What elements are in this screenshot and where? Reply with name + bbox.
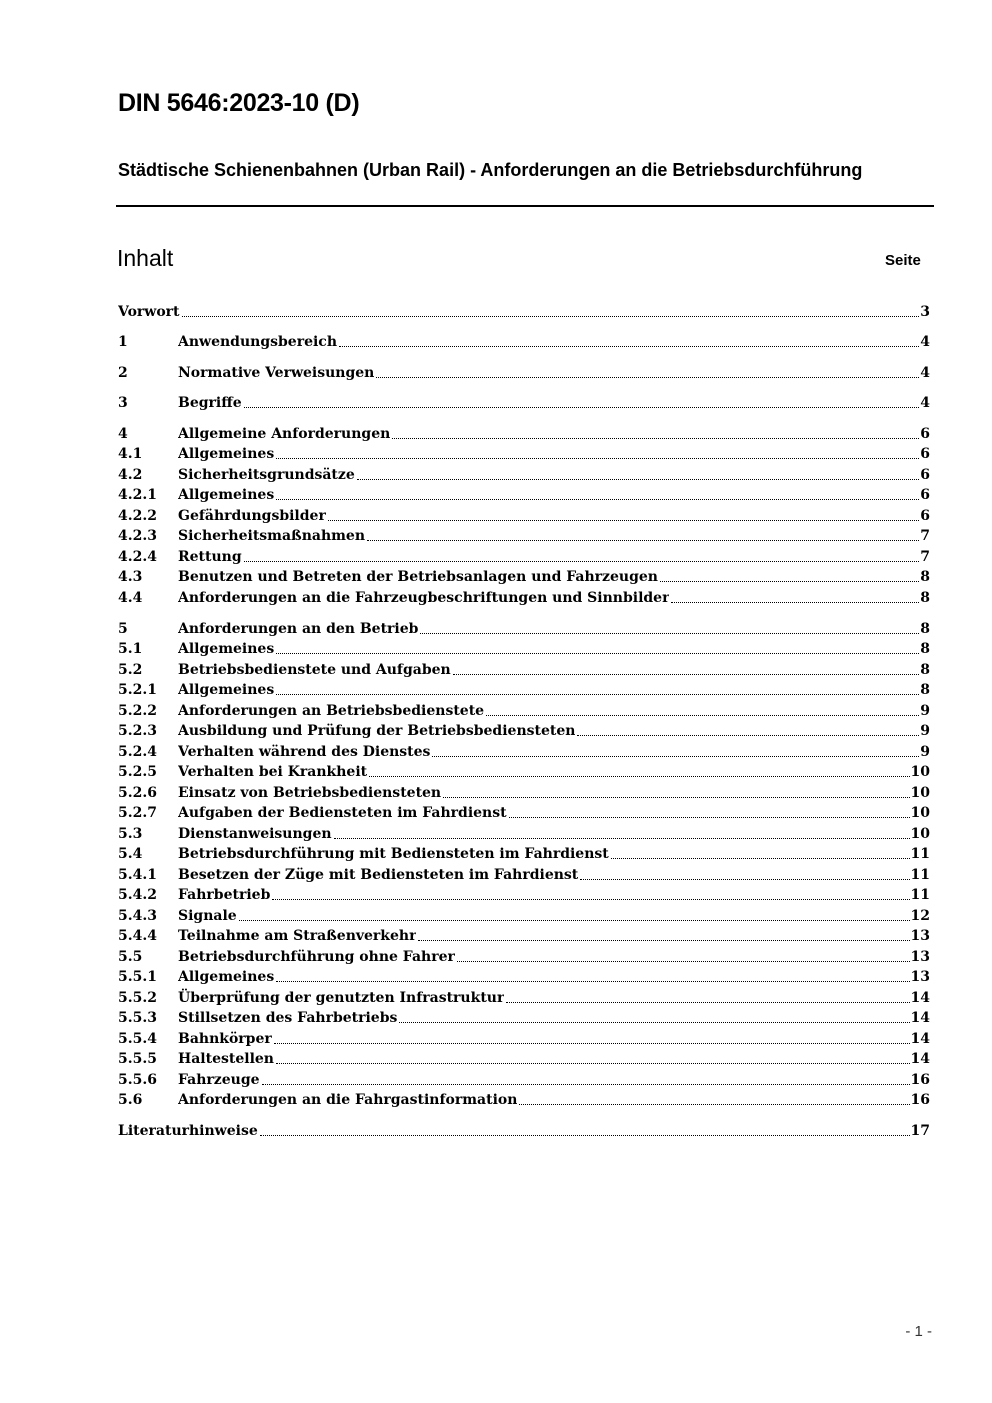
toc-entry-title: Signale [178, 908, 237, 924]
toc-dot-leader [432, 756, 919, 757]
toc-entry-page: 10 [910, 826, 930, 842]
toc-entry-page: 4 [920, 395, 930, 411]
toc-dot-leader [276, 694, 919, 695]
toc-entry-page: 6 [920, 508, 930, 524]
toc-entry[interactable] [118, 742, 930, 762]
toc-entry-number: 4 [118, 426, 128, 442]
toc-entry-number: 5.2.1 [118, 682, 157, 698]
toc-entry-title: Allgemeines [178, 446, 275, 462]
toc-dot-leader [367, 540, 919, 541]
toc-entry[interactable] [118, 619, 930, 639]
toc-dot-leader [334, 838, 910, 839]
toc-dot-leader [399, 1022, 909, 1023]
toc-dot-leader [486, 715, 919, 716]
toc-entry-title: Bahnkörper [178, 1031, 272, 1047]
toc-dot-leader [260, 1135, 910, 1136]
toc-dot-leader [328, 520, 919, 521]
toc-entry[interactable] [118, 1008, 930, 1028]
toc-dot-leader [420, 633, 919, 634]
toc-entry[interactable] [118, 906, 930, 926]
toc-entry-number: 5.2.7 [118, 805, 157, 821]
toc-entry-number: 5.5 [118, 949, 143, 965]
toc-entry-title: Allgemeines [178, 969, 275, 985]
toc-dot-leader [509, 817, 910, 818]
toc-entry-title: Benutzen und Betreten der Betriebsanlagen und Fahrzeugen [178, 569, 658, 585]
toc-entry-page: 8 [920, 641, 930, 657]
toc-entry[interactable] [118, 393, 930, 413]
toc-entry-title: Teilnahme am Straßenverkehr [178, 928, 417, 944]
toc-entry-page: 10 [910, 764, 930, 780]
toc-entry-title: Besetzen der Züge mit Bediensteten im Fahrdienst [178, 867, 579, 883]
toc-entry[interactable] [118, 947, 930, 967]
toc-entry-page: 8 [920, 621, 930, 637]
toc-entry-number: 5.4.3 [118, 908, 157, 924]
toc-entry[interactable] [118, 485, 930, 505]
toc-entry-number: 5.2.6 [118, 785, 157, 801]
toc-entry-number: 2 [118, 365, 128, 381]
toc-entry-title: Vorwort [118, 304, 180, 320]
toc-entry[interactable] [118, 332, 930, 352]
toc-dot-leader [506, 1002, 909, 1003]
toc-dot-leader [182, 316, 920, 317]
toc-entry-page: 13 [910, 949, 930, 965]
toc-dot-leader [276, 499, 919, 500]
toc-entry[interactable] [118, 567, 930, 587]
toc-entry-title: Allgemeines [178, 641, 275, 657]
toc-entry-number: 5.5.2 [118, 990, 157, 1006]
toc-entry-title: Sicherheitsmaßnahmen [178, 528, 366, 544]
toc-entry[interactable] [118, 506, 930, 526]
toc-entry-page: 11 [910, 867, 930, 883]
toc-entry[interactable] [118, 967, 930, 987]
toc-entry[interactable] [118, 363, 930, 383]
toc-entry-title: Anforderungen an Betriebsbedienstete [178, 703, 485, 719]
toc-entry[interactable] [118, 1090, 930, 1110]
toc-dot-leader [457, 961, 910, 962]
toc-entry-title: Anforderungen an die Fahrzeugbeschriftungen und Sinnbilder [178, 590, 670, 606]
toc-entry-page: 4 [920, 365, 930, 381]
toc-entry[interactable] [118, 721, 930, 741]
toc-entry-number: 5.5.3 [118, 1010, 157, 1026]
toc-entry-number: 4.2.4 [118, 549, 157, 565]
toc-entry[interactable] [118, 885, 930, 905]
toc-dot-leader [671, 602, 919, 603]
toc-entry-page: 14 [910, 1051, 930, 1067]
toc-entry[interactable] [118, 465, 930, 485]
toc-entry-title: Allgemeine Anforderungen [178, 426, 391, 442]
toc-dot-leader [276, 653, 919, 654]
toc-entry-page: 4 [920, 334, 930, 350]
toc-entry-title: Dienstanweisungen [178, 826, 332, 842]
toc-dot-leader [611, 858, 910, 859]
toc-entry-page: 16 [910, 1072, 930, 1088]
toc-entry-page: 9 [920, 703, 930, 719]
toc-entry-page: 14 [910, 1031, 930, 1047]
toc-entry-page: 11 [910, 887, 930, 903]
toc-entry-title: Ausbildung und Prüfung der Betriebsbediensteten [178, 723, 576, 739]
toc-entry-page: 6 [920, 467, 930, 483]
toc-dot-leader [239, 920, 910, 921]
toc-entry-number: 5.4 [118, 846, 143, 862]
toc-entry-number: 5.4.4 [118, 928, 157, 944]
toc-entry[interactable] [118, 302, 930, 322]
toc-entry-page: 13 [910, 928, 930, 944]
toc-entry[interactable] [118, 988, 930, 1008]
toc-entry[interactable] [118, 1121, 930, 1141]
toc-entry-title: Betriebsdurchführung ohne Fahrer [178, 949, 455, 965]
toc-entry-number: 5.5.5 [118, 1051, 157, 1067]
toc-entry[interactable] [118, 701, 930, 721]
toc-dot-leader [369, 776, 909, 777]
toc-entry[interactable] [118, 526, 930, 546]
toc-entry-number: 5.5.1 [118, 969, 157, 985]
toc-entry-number: 5.3 [118, 826, 143, 842]
toc-entry-page: 10 [910, 785, 930, 801]
toc-dot-leader [244, 561, 920, 562]
toc-dot-leader [660, 581, 919, 582]
toc-entry-title: Fahrbetrieb [178, 887, 271, 903]
toc-entry[interactable] [118, 1029, 930, 1049]
toc-entry-title: Haltestellen [178, 1051, 274, 1067]
toc-entry[interactable] [118, 660, 930, 680]
toc-entry-page: 8 [920, 682, 930, 698]
toc-heading: Inhalt [117, 245, 174, 271]
toc-entry[interactable] [118, 1070, 930, 1090]
toc-entry-number: 5.2.2 [118, 703, 157, 719]
toc-entry-number: 4.3 [118, 569, 143, 585]
toc-entry-page: 11 [910, 846, 930, 862]
toc-entry-title: Einsatz von Betriebsbediensteten [178, 785, 442, 801]
toc-entry[interactable] [118, 639, 930, 659]
toc-entry[interactable] [118, 588, 930, 608]
document-id: DIN 5646:2023-10 (D) [118, 89, 360, 117]
toc-entry-number: 4.2.1 [118, 487, 157, 503]
toc-dot-leader [339, 346, 919, 347]
toc-dot-leader [453, 674, 920, 675]
toc-entry[interactable] [118, 844, 930, 864]
toc-dot-leader [357, 479, 919, 480]
toc-entry-page: 7 [920, 549, 930, 565]
toc-entry-page: 16 [910, 1092, 930, 1108]
toc-entry[interactable] [118, 680, 930, 700]
toc-entry-title: Begriffe [178, 395, 242, 411]
toc-entry-title: Rettung [178, 549, 242, 565]
toc-dot-leader [272, 899, 909, 900]
toc-dot-leader [577, 735, 919, 736]
title-divider [116, 205, 934, 207]
toc-entry-title: Verhalten bei Krankheit [178, 764, 368, 780]
toc-entry-number: 5.2.3 [118, 723, 157, 739]
toc-entry-title: Literaturhinweise [118, 1123, 258, 1139]
toc-dot-leader [244, 407, 920, 408]
toc-page-column-label: Seite [885, 252, 921, 269]
toc-entry-title: Aufgaben der Bediensteten im Fahrdienst [178, 805, 507, 821]
toc-entry-number: 5.5.4 [118, 1031, 157, 1047]
toc-entry-page: 14 [910, 1010, 930, 1026]
toc-entry-title: Anwendungsbereich [178, 334, 337, 350]
toc-entry-number: 4.2 [118, 467, 143, 483]
toc-dot-leader [580, 879, 909, 880]
toc-entry-page: 13 [910, 969, 930, 985]
toc-entry-title: Betriebsbedienstete und Aufgaben [178, 662, 451, 678]
toc-entry[interactable] [118, 1049, 930, 1069]
toc-entry-title: Überprüfung der genutzten Infrastruktur [178, 990, 505, 1006]
toc-entry-title: Betriebsdurchführung mit Bediensteten im Fahrdienst [178, 846, 609, 862]
toc-entry-title: Anforderungen an die Fahrgastinformation [178, 1092, 518, 1108]
toc-entry-title: Gefährdungsbilder [178, 508, 326, 524]
toc-entry-number: 5.6 [118, 1092, 143, 1108]
toc-entry[interactable] [118, 424, 930, 444]
toc-dot-leader [418, 940, 909, 941]
toc-dot-leader [443, 797, 909, 798]
toc-entry-number: 4.1 [118, 446, 143, 462]
toc-entry-number: 5 [118, 621, 128, 637]
toc-entry-number: 4.2.2 [118, 508, 157, 524]
toc-entry-number: 5.4.1 [118, 867, 157, 883]
toc-entry-title: Fahrzeuge [178, 1072, 260, 1088]
toc-dot-leader [376, 377, 919, 378]
toc-entry-number: 5.4.2 [118, 887, 157, 903]
toc-entry[interactable] [118, 783, 930, 803]
toc-entry-page: 6 [920, 446, 930, 462]
toc-entry-page: 10 [910, 805, 930, 821]
toc-entry-page: 8 [920, 590, 930, 606]
toc-entry-title: Normative Verweisungen [178, 365, 375, 381]
toc-entry-number: 5.2.4 [118, 744, 157, 760]
toc-entry-title: Allgemeines [178, 682, 275, 698]
toc-entry-title: Anforderungen an den Betrieb [178, 621, 419, 637]
toc-entry-page: 12 [910, 908, 930, 924]
toc-entry-number: 5.2.5 [118, 764, 157, 780]
toc-entry-page: 17 [910, 1123, 930, 1139]
toc-entry-page: 3 [920, 304, 930, 320]
toc-entry[interactable] [118, 803, 930, 823]
toc-entry-number: 5.1 [118, 641, 143, 657]
page-number: - 1 - [905, 1323, 932, 1340]
toc-entry-page: 9 [920, 723, 930, 739]
toc-entry-number: 4.4 [118, 590, 143, 606]
toc-entry-title: Verhalten während des Dienstes [178, 744, 431, 760]
toc-entry[interactable] [118, 762, 930, 782]
toc-entry[interactable] [118, 444, 930, 464]
toc-entry-page: 6 [920, 426, 930, 442]
toc-entry-page: 6 [920, 487, 930, 503]
toc-dot-leader [262, 1084, 910, 1085]
toc-entry-page: 7 [920, 528, 930, 544]
toc-entry-title: Allgemeines [178, 487, 275, 503]
toc-entry-page: 8 [920, 569, 930, 585]
toc-entry-number: 4.2.3 [118, 528, 157, 544]
document-title: Städtische Schienenbahnen (Urban Rail) - Anforderungen an die Betriebsdurchführung [118, 160, 863, 180]
toc-dot-leader [519, 1104, 909, 1105]
toc-entry-page: 14 [910, 990, 930, 1006]
toc-entry[interactable] [118, 926, 930, 946]
toc-entry[interactable] [118, 865, 930, 885]
toc-dot-leader [276, 458, 919, 459]
toc-entry-number: 3 [118, 395, 128, 411]
toc-dot-leader [274, 1043, 910, 1044]
toc-entry-number: 1 [118, 334, 128, 350]
toc-entry-page: 8 [920, 662, 930, 678]
toc-dot-leader [276, 1063, 910, 1064]
toc-entry-number: 5.2 [118, 662, 143, 678]
toc-entry-title: Sicherheitsgrundsätze [178, 467, 355, 483]
toc-dot-leader [392, 438, 919, 439]
toc-entry-title: Stillsetzen des Fahrbetriebs [178, 1010, 398, 1026]
toc-entry[interactable] [118, 824, 930, 844]
toc-entry-number: 5.5.6 [118, 1072, 157, 1088]
toc-entry-page: 9 [920, 744, 930, 760]
toc-dot-leader [276, 981, 909, 982]
toc-entry[interactable] [118, 547, 930, 567]
